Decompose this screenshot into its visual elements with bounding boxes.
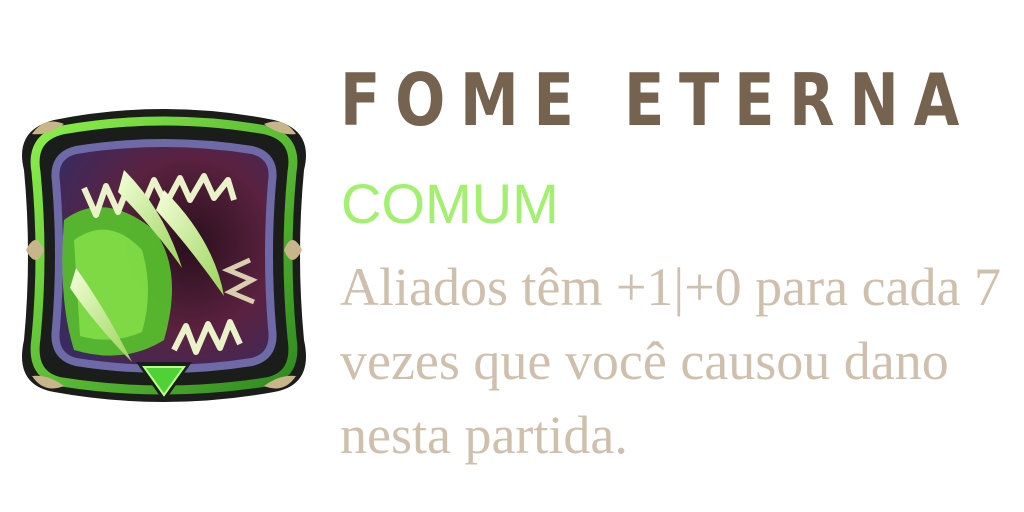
monster-maw-icon [14,100,314,410]
augment-icon [14,100,314,410]
rarity-label: COMUM [341,172,559,235]
augment-title: FOME ETERNA [340,58,975,142]
augment-description: Aliados têm +1|+0 para cada 7 vezes que você causou dano nesta partida. [340,257,1001,465]
